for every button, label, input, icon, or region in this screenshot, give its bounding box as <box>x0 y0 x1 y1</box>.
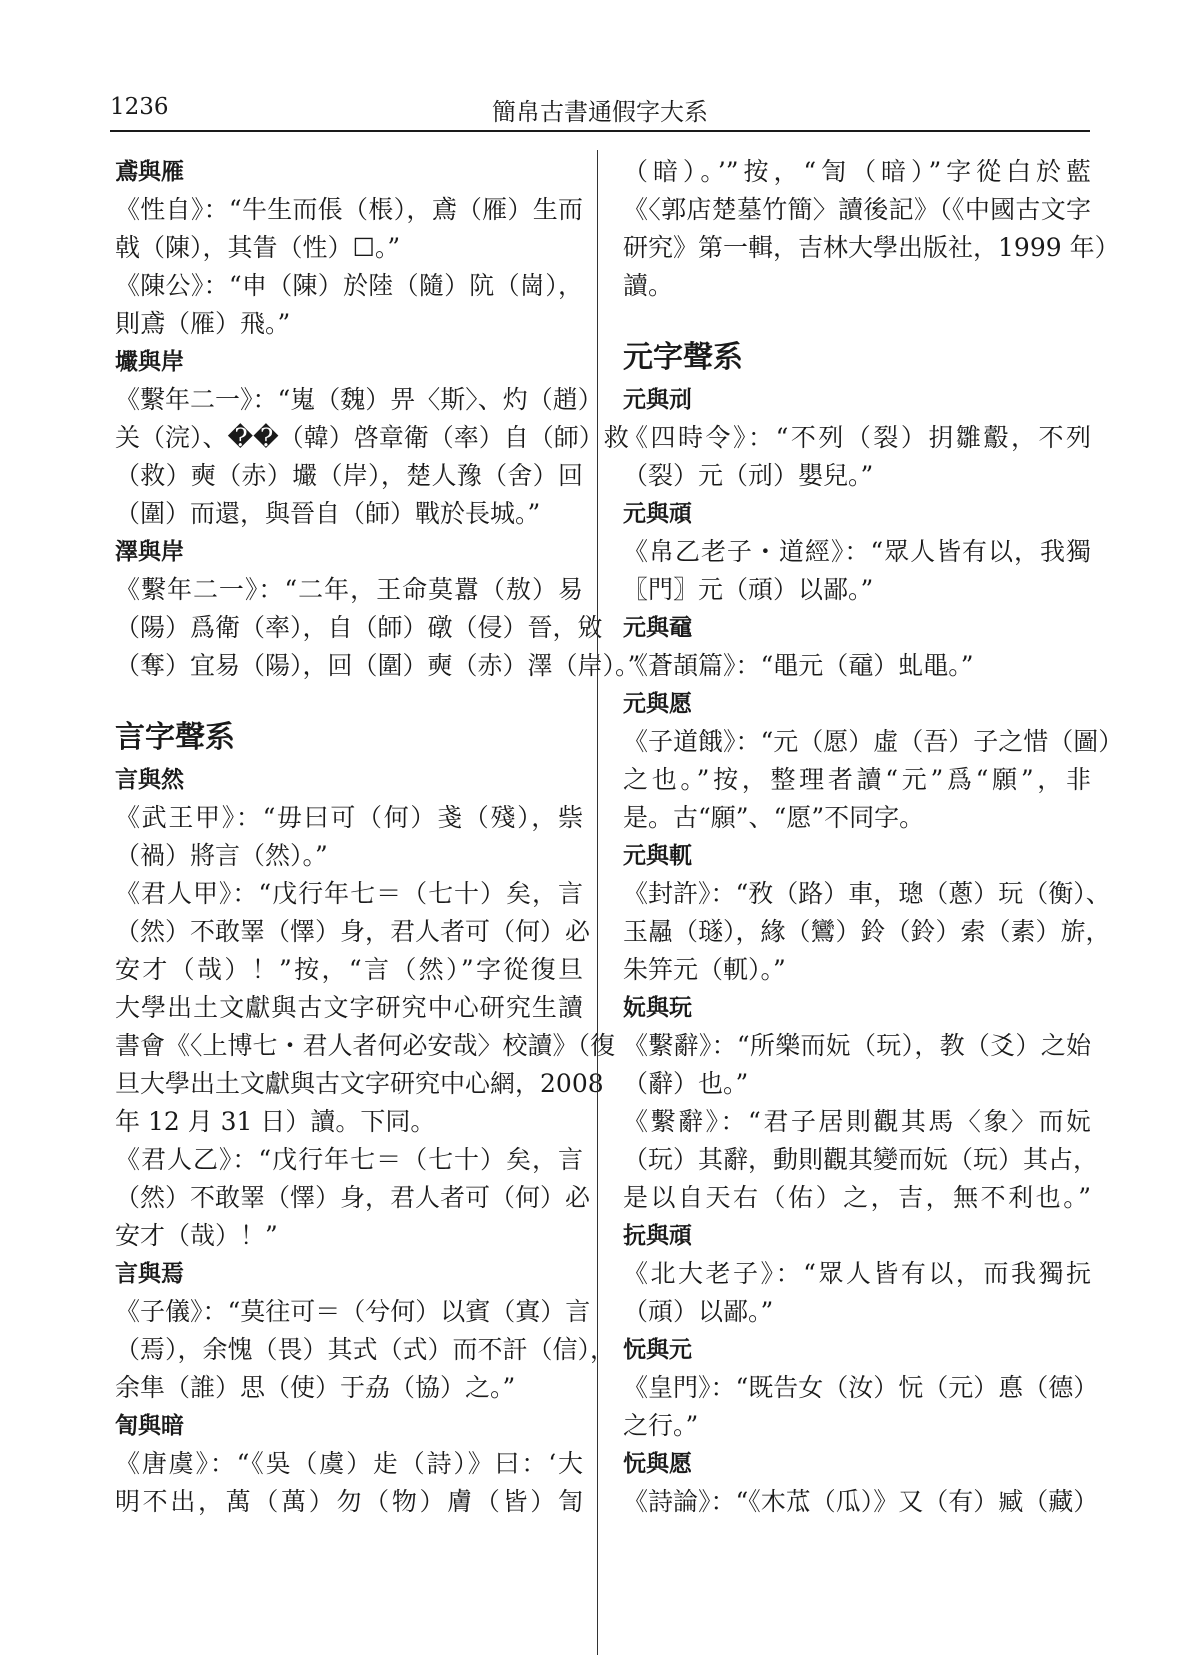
entry-heading: 言與焉 <box>115 1261 184 1287</box>
entry-heading: 元與黿 <box>623 615 692 641</box>
text-line: 《帛乙老子・道經》：“眾人皆有以，我獨 <box>623 537 1091 566</box>
column-divider <box>597 150 598 1655</box>
text-line: 戟（陳），其眚（性）☐。” <box>115 233 401 262</box>
text-line: 旦大學出土文獻與古文字研究中心網，2008 <box>115 1069 604 1098</box>
text-line: 書會《〈上博七・君人者何必安哉〉校讀》（復 <box>115 1031 616 1060</box>
text-line: 《皇門》：“既告女（汝）忨（元）悳（德） <box>623 1373 1099 1402</box>
text-line: 《君人甲》：“戊行年七＝（七十）矣，言 <box>115 879 583 908</box>
entry-heading: 壧與岸 <box>115 349 184 375</box>
section-title: 元字聲系 <box>623 340 743 375</box>
text-line: 讀。 <box>623 271 674 300</box>
text-line: （然）不敢睪（懌）身，君人者可（何）必 <box>115 1183 591 1212</box>
text-line: 之行。” <box>623 1411 699 1440</box>
section-title: 言字聲系 <box>115 720 235 755</box>
text-line: 《繫辭》：“所樂而妧（玩），教（爻）之始 <box>623 1031 1091 1060</box>
text-line: （頑）以鄙。” <box>623 1297 774 1326</box>
text-line: （救）奭（赤）壧（岸），楚人豫（舍）回 <box>115 461 583 490</box>
text-line: 《子道餓》：“元（愿）虛（吾）子之惜（圖） <box>623 727 1124 756</box>
text-line: 《武王甲》：“毋曰可（何）戔（殘），祡 <box>115 803 583 832</box>
text-line: 之也。”按，整理者讀“元”爲“願”，非 <box>623 765 1091 794</box>
text-line: （圍）而還，與晉自（師）戰於長城。” <box>115 499 541 528</box>
text-line: （禍）將言（然）。” <box>115 841 328 870</box>
text-line: 《詩論》：“《木苽（瓜）》又（有）臧（藏） <box>623 1487 1099 1516</box>
text-line: （奪）宜易（陽），回（圍）奭（赤）澤（岸）。” <box>115 651 641 680</box>
text-line: 关（浣）、��（韓）啓章衛（率）自（師）救 <box>115 423 629 452</box>
section-spacer <box>623 305 1091 335</box>
text-line: 《子儀》：“莫往可＝（兮何）以賓（寘）言 <box>115 1297 591 1326</box>
text-line: 《繫辭》：“君子居則觀其馬〈象〉而妧 <box>623 1107 1091 1136</box>
text-line: 《君人乙》：“戊行年七＝（七十）矣，言 <box>115 1145 583 1174</box>
entry-heading: 抏與頑 <box>623 1223 692 1249</box>
page-header <box>110 84 1090 132</box>
entry-heading: 元與頑 <box>623 501 692 527</box>
left-column <box>115 153 641 1521</box>
text-line: 大學出土文獻與古文字研究中心研究生讀 <box>115 993 583 1022</box>
text-line: 是。古“願”、“愿”不同字。 <box>623 803 925 832</box>
text-line: （然）不敢睪（懌）身，君人者可（何）必 <box>115 917 591 946</box>
entry-heading: 元與軏 <box>623 843 692 869</box>
text-line: 《北大老子》：“眾人皆有以，而我獨抏 <box>623 1259 1091 1288</box>
running-title: 簡帛古書通假字大系 <box>492 98 708 126</box>
entry-heading: 元與刓 <box>623 387 692 413</box>
entry-heading: 忨與元 <box>623 1337 692 1363</box>
text-line: 明不出，萬（萬）勿（物）膚（皆）訇 <box>115 1487 583 1516</box>
text-line: （陽）爲衛（率），自（師）礅（侵）晉，敓 <box>115 613 603 642</box>
entry-heading: 鳶與雁 <box>115 159 184 185</box>
text-line: 玉曧（璲），緣（鸞）鈴（鈴）索（素）旂， <box>623 917 1111 946</box>
text-line: 安才（哉）！”按，“言（然）”字從復旦 <box>115 955 583 984</box>
text-line: 則鳶（雁）飛。” <box>115 309 291 338</box>
text-line: （暗）。’”按，“訇（暗）”字從白於藍 <box>623 157 1091 186</box>
entry-heading: 忨與愿 <box>623 1451 692 1477</box>
text-line: （焉），余愧（畏）其式（式）而不訐（信）， <box>115 1335 616 1364</box>
text-line: 是以自天右（佑）之，吉，無不利也。” <box>623 1183 1091 1212</box>
text-line: 《唐虞》：“《吳（虞）歨（詩）》曰：‘大 <box>115 1449 583 1478</box>
text-line: 《性自》：“牛生而倀（棖），鳶（雁）生而 <box>115 195 583 224</box>
text-line: 〖門〗元（頑）以鄙。” <box>623 575 874 604</box>
entry-heading: 澤與岸 <box>115 539 184 565</box>
text-line: 《繫年二一》：“嵬（魏）畀〈斯〉、灼（趙） <box>115 385 603 414</box>
text-line: 《蒼頡篇》：“黽元（黿）虬黽。” <box>623 651 974 680</box>
section-spacer <box>115 685 583 715</box>
text-line: 《繫年二一》：“二年，王命莫囂（敖）易 <box>115 575 583 604</box>
text-line: 年 12 月 31 日）讀。下同。 <box>115 1107 436 1136</box>
text-line: （裂）元（刓）嬰兒。” <box>623 461 874 490</box>
text-line: 余隼（誰）思（使）于劦（協）之。” <box>115 1373 516 1402</box>
text-line: 《封許》：“敄（路）車，璁（蔥）玩（衡）、 <box>623 879 1111 908</box>
text-line: 研究》第一輯，吉林大學出版社，1999 年） <box>623 233 1120 262</box>
text-line: 朱笄元（軏）。” <box>623 955 786 984</box>
page-number: 1236 <box>110 94 169 120</box>
text-line: （玩）其辭，動則觀其變而妧（玩）其占， <box>623 1145 1099 1174</box>
text-line: 《陳公》：“申（陳）於陸（隨）阬（崗）， <box>115 271 583 300</box>
entry-heading: 妧與玩 <box>623 995 692 1021</box>
entry-heading: 言與然 <box>115 767 184 793</box>
text-line: （辭）也。” <box>623 1069 749 1098</box>
text-line: 安才（哉）！” <box>115 1221 278 1250</box>
text-line: 《四時令》：“不列（裂）抈雛鷇，不列 <box>623 423 1091 452</box>
right-column <box>623 153 1124 1521</box>
entry-heading: 元與愿 <box>623 691 692 717</box>
text-line: 《〈郭店楚墓竹簡〉讀後記》（《中國古文字 <box>623 195 1091 224</box>
entry-heading: 訇與暗 <box>115 1413 184 1439</box>
